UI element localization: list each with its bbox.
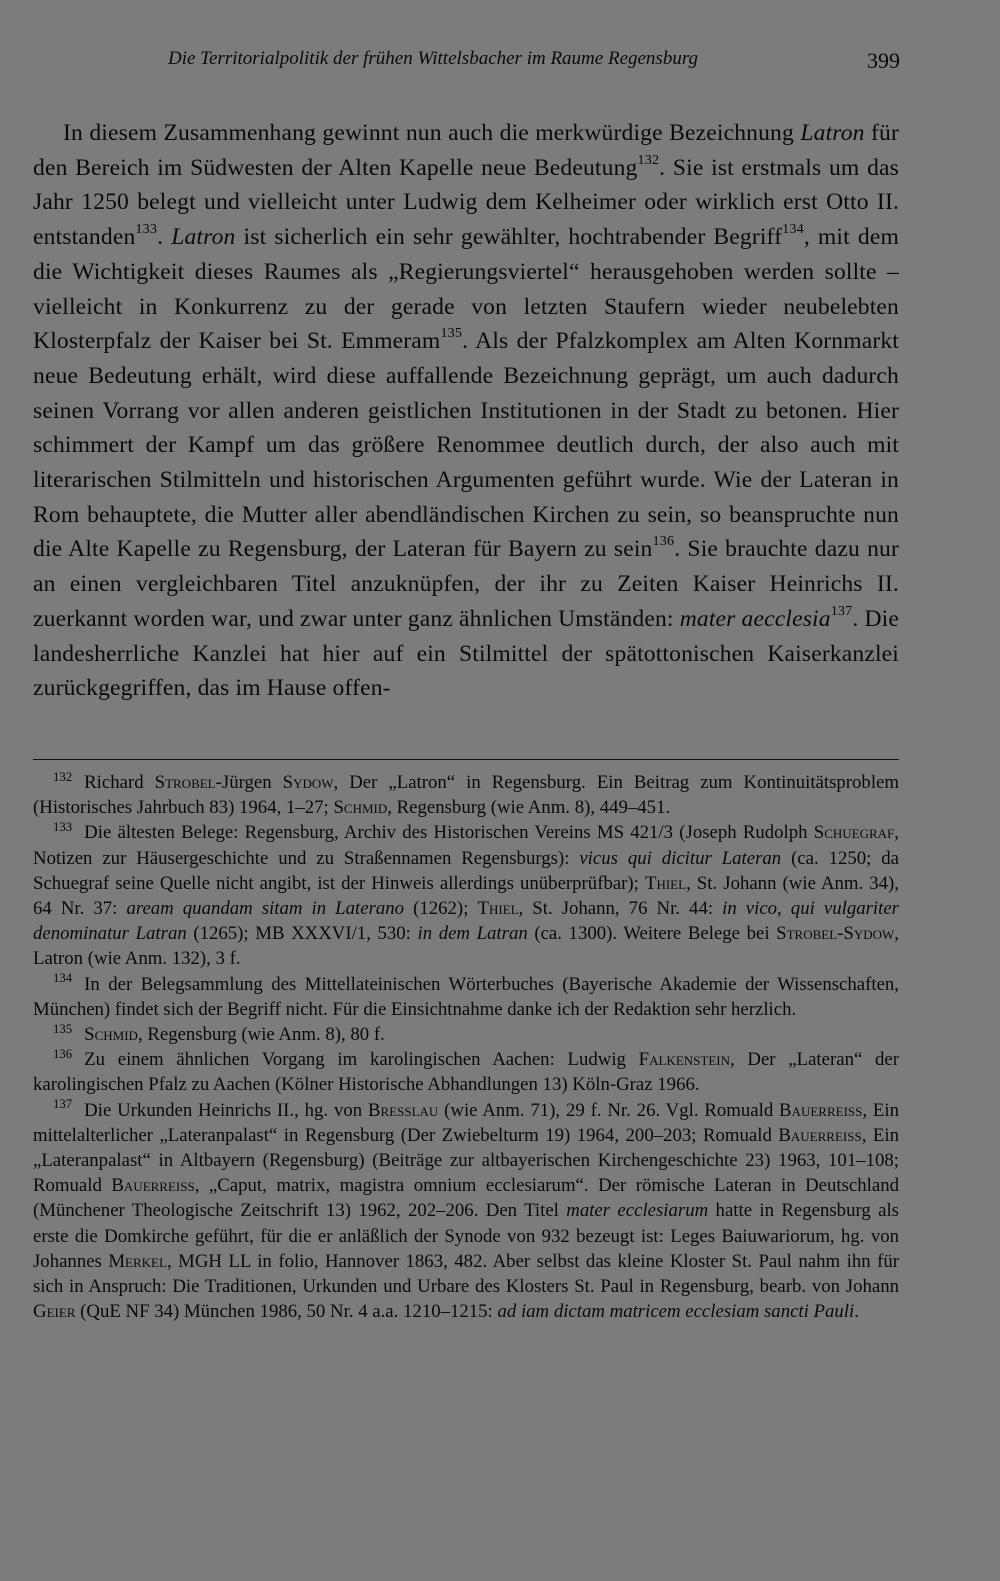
text-run: , Der „Lateran“ der karolingischen Pfalz zu Aachen (Kölner Historische Abhandlungen 13) Köln-Graz 1966.	[33, 1049, 899, 1096]
footnote-ref: 136	[652, 533, 675, 550]
author-name: Bauerreiss	[111, 1175, 195, 1197]
text-run: In der Belegsammlung des Mittellateinischen Wörterbuches (Bayerische Akademie der Wissenschaften, München) findet sich der Begriff nicht. Für die Einsichtnahme danke ich der Redaktion sehr herzlich.	[33, 973, 899, 1020]
author-name: Thiel	[477, 898, 519, 920]
text-run: , Ein „Lateranpalast“ in Altbayern (Regensburg) (Beiträge zur altbayerischen Kirchengeschichte 23) 1963, 101–108; Romuald	[33, 1124, 899, 1197]
text-run: (wie Anm. 71), 29 f. Nr. 26. Vgl. Romuald	[438, 1099, 780, 1121]
author-name: Bresslau	[367, 1099, 439, 1121]
page-number: 399	[867, 48, 900, 73]
author-name: Falkenstein	[638, 1049, 730, 1071]
text-run: für den Bereich im Südwesten der Alten Kapelle neue Bedeutung	[33, 120, 900, 181]
footnote-number: 136	[53, 1046, 73, 1061]
author-name: Schmid	[84, 1024, 138, 1046]
text-run: hatte in Regensburg als erste die Domkirche geführt, für die er anläßlich der Synode von 932 bezeugt ist: Leges Baiuwariorum, hg. von Johannes	[33, 1200, 899, 1272]
text-run: , Ein mittelalterlicher „Lateranpalast“ in Regensburg (Der Zwiebelturm 19) 1964, 200–203; Romuald	[33, 1099, 899, 1146]
author-name: Strobel-Sydow	[776, 923, 895, 945]
main-paragraph	[33, 116, 899, 706]
author-name: Bauerreiss	[779, 1099, 863, 1121]
text-run: , St. Johann (wie Anm. 34), 64 Nr. 37:	[33, 872, 900, 920]
text-run: Die ältesten Belege: Regensburg, Archiv des Historischen Vereins MS 421/3 (Joseph Rudolph	[84, 822, 814, 844]
text-run: ist sicherlich ein sehr gewählter, hochtrabender Begriff	[235, 224, 783, 251]
text-run: (ca. 1300). Weitere Belege bei	[527, 923, 777, 945]
footnote-divider	[33, 759, 899, 760]
text-run: (1262);	[404, 898, 478, 920]
text-run: Richard	[84, 772, 155, 793]
text-run: . Die landesherrliche Kanzlei hat hier auf ein Stilmittel der spätottonischen Kaiserkanzlei zurückgegriffen, das im Hause offen-	[33, 605, 899, 702]
latin-quote: in dem Latran	[417, 923, 528, 945]
italic-term: mater aecclesia	[679, 605, 831, 632]
footnote-number: 137	[53, 1097, 73, 1112]
footnote-134	[33, 972, 899, 1022]
latin-quote: ad iam dictam matricem ecclesiam sancti Pauli	[497, 1301, 855, 1323]
latin-quote: aream quandam sitam in Laterano	[126, 898, 405, 920]
footnote-number: 135	[53, 1021, 73, 1036]
author-name: Sydow	[282, 772, 334, 793]
author-name: Geier	[33, 1301, 76, 1323]
italic-term: Latron	[171, 224, 236, 251]
author-name: Schmid	[333, 797, 388, 819]
latin-quote: mater ecclesiarum	[566, 1200, 709, 1222]
author-name: Thiel	[644, 872, 687, 894]
text-run: (ca. 1250; da Schuegraf seine Quelle nicht angibt, ist der Hinweis allerdings unüberprüfbar);	[33, 847, 899, 894]
author-name: Bauerreiss	[778, 1124, 862, 1146]
text-run: . Sie ist erstmals um das Jahr 1250 belegt und vielleicht unter Ludwig dem Kelheimer oder wirklich erst Otto II. entstanden	[33, 154, 899, 251]
author-name: Schuegraf	[813, 822, 895, 844]
text-run: , Regensburg (wie Anm. 8), 449–451.	[387, 797, 671, 819]
text-run: . Als der Pfalzkomplex am Alten Kornmarkt neue Bedeutung erhält, wird diese auffallende Bezeichnung geprägt, um auch dadurch seinen Vorrang vor allen anderen geistlichen Institutionen in der Stadt zu betonen. Hier schimmert der Kampf um das größere Renommee deutlich durch, der also auch mit literarischen Stilmitteln und historischen Argumenten geführt wurde. Wie der Lateran in Rom behauptete, die Mutter aller abendländischen Kirchen zu sein, so beanspruchte nun die Alte Kapelle zu Regensburg, der Lateran für Bayern zu sein	[33, 328, 899, 563]
footnote-133	[33, 820, 899, 971]
text-run: , Latron (wie Anm. 132), 3 f.	[33, 923, 899, 970]
footnotes	[33, 770, 899, 1324]
text-run: -Jürgen	[215, 772, 283, 793]
footnote-132	[33, 770, 899, 820]
text-run: , Der „Latron“ in Regensburg. Ein Beitrag zum Kontinuitätsproblem (Historisches Jahrbuch 83) 1964, 1–27;	[33, 772, 899, 819]
latin-quote: vicus qui dicitur Lateran	[579, 847, 782, 869]
text-run: (QuE NF 34) München 1986, 50 Nr. 4 a.a. 1210–1215:	[75, 1301, 498, 1323]
footnote-number: 132	[53, 769, 73, 784]
text-run: (1265); MB XXXVI/1, 530:	[186, 923, 418, 945]
text-run: , Regensburg (wie Anm. 8), 80 f.	[137, 1024, 385, 1046]
footnote-ref: 134	[782, 221, 804, 238]
text-run: , St. Johann, 76 Nr. 44:	[518, 898, 723, 920]
text-run: , MGH LL in folio, Hannover 1863, 482. Aber selbst das kleine Kloster St. Paul nahm ihn für sich in Anspruch: Die Traditionen, Urkunden und Urbare des Klosters St. Paul in Regensburg, bearb. von Johann	[33, 1250, 899, 1298]
page-header	[168, 48, 900, 78]
text-run: Zu einem ähnlichen Vorgang im karolingischen Aachen: Ludwig	[84, 1049, 639, 1071]
latin-quote: in vico, qui vulgariter denominatur Latran	[33, 898, 899, 945]
footnote-ref: 137	[830, 602, 853, 619]
text-run: , Notizen zur Häusergeschichte und zu Straßennamen Regensburgs):	[33, 822, 899, 869]
text-run: Die Urkunden Heinrichs II., hg. von	[84, 1099, 368, 1121]
italic-term: Latron	[800, 120, 865, 146]
footnote-ref: 132	[637, 151, 660, 168]
running-title: Die Territorialpolitik der frühen Wittelsbacher im Raume Regensburg	[168, 48, 699, 69]
footnote-135	[33, 1022, 899, 1047]
footnote-ref: 133	[135, 221, 158, 238]
text-run: , „Caput, matrix, magistra omnium ecclesiarum“. Der römische Lateran in Deutschland (Münchener Theologische Zeitschrift 13) 1962, 202–206. Den Titel	[33, 1175, 899, 1222]
text-run: , mit dem die Wichtigkeit dieses Raumes als „Regierungsviertel“ herausgehoben werden sollte – vielleicht in Konkurrenz zu der gerade von letzten Staufern wieder neubelebten Klosterpfalz der Kaiser bei St. Emmeram	[33, 224, 899, 355]
text-run: In diesem Zusammenhang gewinnt nun auch die merkwürdige Bezeichnung	[63, 120, 801, 146]
footnote-136	[33, 1047, 899, 1097]
text-run: .	[157, 224, 172, 251]
main-text	[33, 116, 899, 706]
author-name: Merkel	[108, 1250, 167, 1272]
footnote-137	[33, 1098, 899, 1325]
footnote-ref: 135	[440, 325, 463, 342]
footnote-number: 134	[53, 971, 73, 986]
author-name: Strobel	[154, 772, 216, 793]
text-run: . Sie brauchte dazu nur an einen vergleichbaren Titel anzuknüpfen, der ihr zu Zeiten Kaiser Heinrichs II. zuerkannt worden war, und zwar unter ganz ähnlichen Umständen:	[33, 536, 899, 632]
text-run: .	[854, 1301, 859, 1323]
footnote-number: 133	[53, 820, 73, 835]
